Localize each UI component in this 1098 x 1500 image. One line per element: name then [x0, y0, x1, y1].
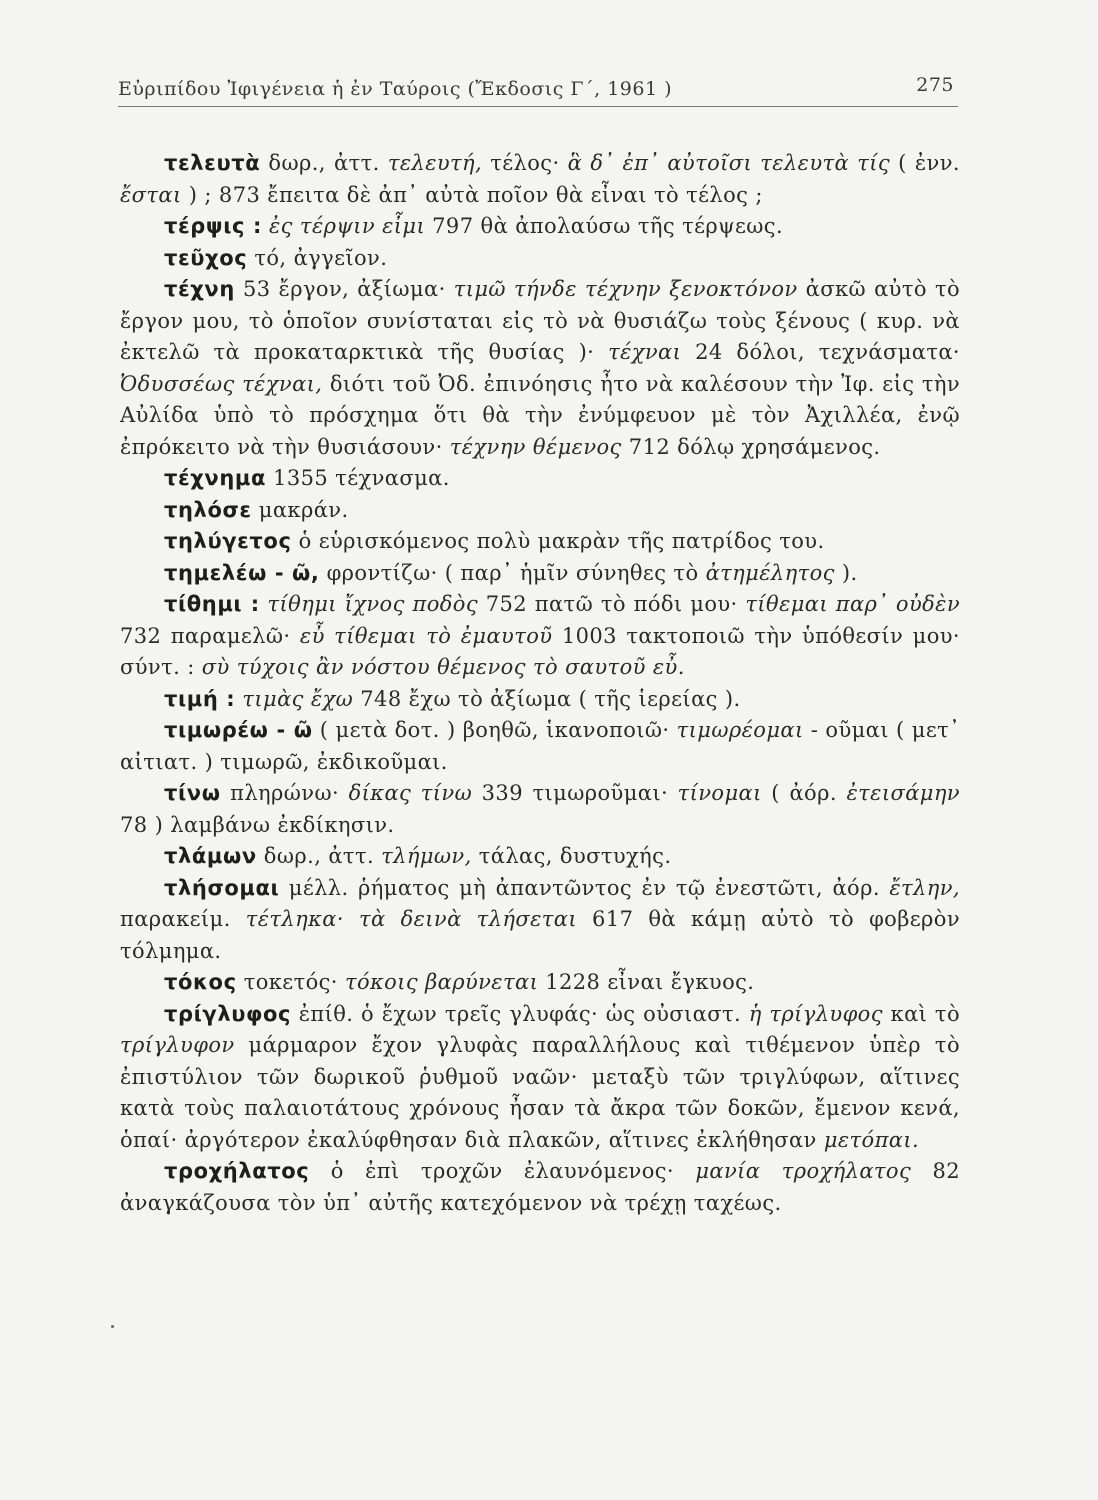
entry-text: πληρώνω· — [220, 781, 349, 805]
entry-text: ( ἀόρ. — [761, 781, 847, 805]
entry-citation: ἐτεισάμην — [846, 781, 960, 805]
entry-headword: τεῦχος — [164, 245, 248, 270]
entry-text: ) ; 873 ἔπειτα δὲ ἀπ᾽ αὐτὰ ποῖον θὰ εἶναι τὸ τέλος ; — [181, 182, 763, 207]
entry-text — [260, 592, 268, 616]
entry-text: μάρμαρον ἔχον γλυφὰς παραλλήλους καὶ τιθέμενον ὑπὲρ τὸ ἐπιστύλιον τῶν δωρικοῦ ῥυθμοῦ ναῶν· μεταξὺ τῶν τριγλύφων, αἵτινες κατὰ τοὺς παλαιοτάτους χρόνους ἦσαν τὰ ἄκρα τῶν δοκῶν, ἔμενον κενά, ὁπαί· ἀργότερον ἐκαλύφθησαν διὰ πλακῶν, αἵτινες ἐκλήθησαν — [120, 1033, 960, 1152]
entry-headword: τημελέω - ῶ, — [164, 560, 320, 585]
entry-text: 797 θὰ ἀπολαύσω τῆς τέρψεως. — [425, 214, 784, 238]
entry-citation: τίθημι ἴχνος ποδὸς — [267, 592, 478, 616]
entry-text: 53 ἔργον, ἀξίωμα· — [234, 277, 454, 301]
entry-text: δωρ., ἀττ. — [260, 151, 388, 175]
entry-headword: τελευτὰ — [164, 151, 261, 175]
entry-citation: τέχνην θέμενος — [449, 434, 622, 459]
glossary-entry — [120, 999, 960, 1157]
entry-headword: τίνω — [164, 781, 221, 805]
entry-text: μακράν. — [251, 497, 349, 522]
entry-citation: τλήμων, — [381, 844, 472, 868]
entry-citation: Ὀδυσσέως τέχναι, — [120, 371, 323, 396]
entry-citation: ἀτημέλητος — [705, 560, 835, 585]
glossary-entry — [120, 495, 960, 527]
glossary-entry — [120, 526, 960, 558]
glossary-entry — [120, 715, 960, 778]
entry-headword: τίθημι : — [164, 592, 260, 616]
entry-citation: τρίγλυφον — [120, 1033, 235, 1057]
entry-headword: τέρψις : — [164, 214, 262, 238]
page-number: 275 — [916, 74, 954, 96]
entry-text: 748 ἔχω τὸ ἀξίωμα ( τῆς ἱερείας ). — [353, 686, 741, 711]
entry-citation: μανία τροχήλατος — [695, 1159, 912, 1183]
glossary-entry — [120, 841, 960, 873]
entry-text: καὶ τὸ — [882, 1001, 960, 1026]
entry-text: 617 θὰ κάμῃ αὐτὸ τὸ φοβερὸν τόλμημα. — [120, 907, 960, 963]
entry-citation: τέτληκα· τὰ δεινὰ τλήσεται — [245, 907, 578, 931]
glossary-entry — [120, 778, 960, 841]
margin-speck — [111, 1325, 114, 1328]
entry-citation: δίκας τίνω — [348, 781, 473, 805]
entry-citation: μετόπαι. — [823, 1127, 920, 1152]
entry-text: 1003 τακτοποιῶ τὴν ὑπόθεσίν μου· σύντ. : — [120, 623, 960, 679]
entry-citation: σὺ τύχοις ἂν νόστου θέμενος τὸ σαυτοῦ εὖ. — [201, 655, 685, 679]
entry-citation: τίνομαι — [677, 781, 762, 805]
glossary-entry — [120, 211, 960, 243]
entry-text: 78 ) λαμβάνω ἐκδίκησιν. — [120, 812, 395, 837]
entry-headword: τρίγλυφος — [164, 1001, 292, 1026]
glossary-entry — [120, 243, 960, 275]
entry-citation: τιμῶ τήνδε τέχνην ξενοκτόνον — [453, 277, 798, 301]
entry-text: τοκετός· — [236, 970, 345, 994]
entry-citation: τόκοις βαρύνεται — [344, 970, 539, 994]
glossary-entry — [120, 873, 960, 968]
entry-citation: τίθεμαι παρ᾽ οὐδὲν — [745, 592, 961, 616]
glossary-entry — [120, 148, 960, 211]
entry-text: φροντίζω· ( παρ᾽ ἡμῖν σύνηθες τὸ — [319, 560, 706, 585]
entry-citation: τέχναι — [608, 340, 682, 364]
entry-text: 752 πατῶ τὸ πόδι μου· — [478, 592, 746, 616]
entry-text: 1228 εἶναι ἔγκυος. — [538, 970, 755, 994]
entry-citation: ἔτλην, — [889, 875, 960, 900]
entry-headword: τιμή : — [164, 686, 236, 711]
entry-text: 712 δόλῳ χρησάμενος. — [621, 434, 881, 459]
entry-text: 24 δόλοι, τεχνάσματα· — [681, 340, 960, 364]
entry-citation: τελευτή, — [387, 151, 491, 175]
entry-text: τέλος· — [490, 151, 568, 175]
entry-text: δωρ., ἀττ. — [256, 844, 382, 868]
entry-headword: τροχήλατος — [164, 1159, 310, 1183]
entry-text: 339 τιμωροῦμαι· — [472, 781, 678, 805]
entry-text: ). — [834, 560, 858, 585]
glossary-entry — [120, 463, 960, 495]
header-title: Εὐριπίδου Ἰφιγένεια ἡ ἐν Ταύροις (Ἔκδοσις Γ΄, 1961 ) — [118, 78, 673, 100]
entry-citation: ἐς τέρψιν εἶμι — [269, 214, 426, 238]
glossary-entry — [120, 684, 960, 716]
entry-text: παρακείμ. — [120, 907, 246, 931]
entry-headword: τέχνημα — [164, 466, 266, 490]
entry-headword: τλάμων — [164, 844, 257, 868]
entry-text: 732 παραμελῶ· — [120, 623, 300, 648]
entry-headword: τηλόσε — [164, 497, 252, 522]
entry-text: ἀσκῶ αὐτὸ τὸ ἔργον μου, τὸ ὁποῖον συνίσταται εἰς τὸ νὰ θυσιάζω τοὺς ξένους ( κυρ. νὰ ἐκτελῶ τὰ προκαταρκτικὰ τῆς θυσίας )· — [120, 277, 961, 364]
entry-text: τό, ἀγγεῖον. — [247, 245, 388, 270]
entry-text: διότι τοῦ Ὀδ. ἐπινόησις ἦτο νὰ καλέσουν τὴν Ἰφ. εἰς τὴν Αὐλίδα ὑπὸ τὸ πρόσχημα ὅτι θὰ τὴν ἐνύμφευον μὲ τὸν Ἀχιλλέα, ἐνῷ ἐπρόκειτο νὰ τὴν θυσιάσουν· — [120, 371, 960, 459]
glossary-entry — [120, 589, 960, 684]
glossary-entry — [120, 558, 960, 590]
entry-headword: τέχνη — [164, 277, 235, 301]
entry-citation: τιμὰς ἔχω — [242, 686, 354, 711]
entry-headword: τηλύγετος — [164, 529, 292, 553]
running-header — [118, 74, 958, 107]
entry-text: 1355 τέχνασμα. — [265, 466, 450, 490]
entry-headword: τιμωρέω - ῶ — [164, 718, 313, 742]
entry-text: ( μετὰ δοτ. ) βοηθῶ, ἱκανοποιῶ· — [312, 718, 677, 742]
entry-citation: εὖ τίθεμαι τὸ ἐμαυτοῦ — [299, 623, 553, 648]
entry-headword: τόκος — [164, 970, 237, 994]
entry-text — [262, 214, 269, 238]
entry-citation: τιμωρέομαι — [676, 718, 804, 742]
glossary-entries — [120, 148, 960, 1219]
entry-citation: ἃ δ᾽ ἐπ᾽ αὐτοῖσι τελευτὰ τίς — [567, 151, 891, 175]
entry-text: ὁ εὑρισκόμενος πολὺ μακρὰν τῆς πατρίδος του. — [291, 529, 825, 553]
entry-text: ἐπίθ. ὁ ἔχων τρεῖς γλυφάς· ὡς οὐσιαστ. — [291, 1001, 749, 1026]
entry-citation: ἔσται — [120, 182, 182, 207]
entry-text: μέλλ. ῥήματος μὴ ἀπαντῶντος ἐν τῷ ἐνεστῶτι, ἀόρ. — [279, 875, 890, 900]
entry-citation: ἡ τρίγλυφος — [748, 1001, 883, 1026]
entry-text: τάλας, δυστυχής. — [471, 844, 672, 868]
entry-text: ὁ ἐπὶ τροχῶν ἐλαυνόμενος· — [309, 1159, 696, 1183]
entry-text: 82 ἀναγκάζουσα τὸν ὑπ᾽ αὐτῆς κατεχόμενον νὰ τρέχῃ ταχέως. — [120, 1159, 960, 1215]
entry-text: - οῦμαι ( μετ᾽ αἰτιατ. ) τιμωρῶ, ἐκδικοῦμαι. — [120, 718, 961, 774]
glossary-entry — [120, 274, 960, 463]
glossary-entry — [120, 967, 960, 999]
glossary-entry — [120, 1156, 960, 1219]
entry-headword: τλήσομαι — [164, 875, 280, 900]
entry-text: ( ἐνν. — [890, 151, 960, 175]
